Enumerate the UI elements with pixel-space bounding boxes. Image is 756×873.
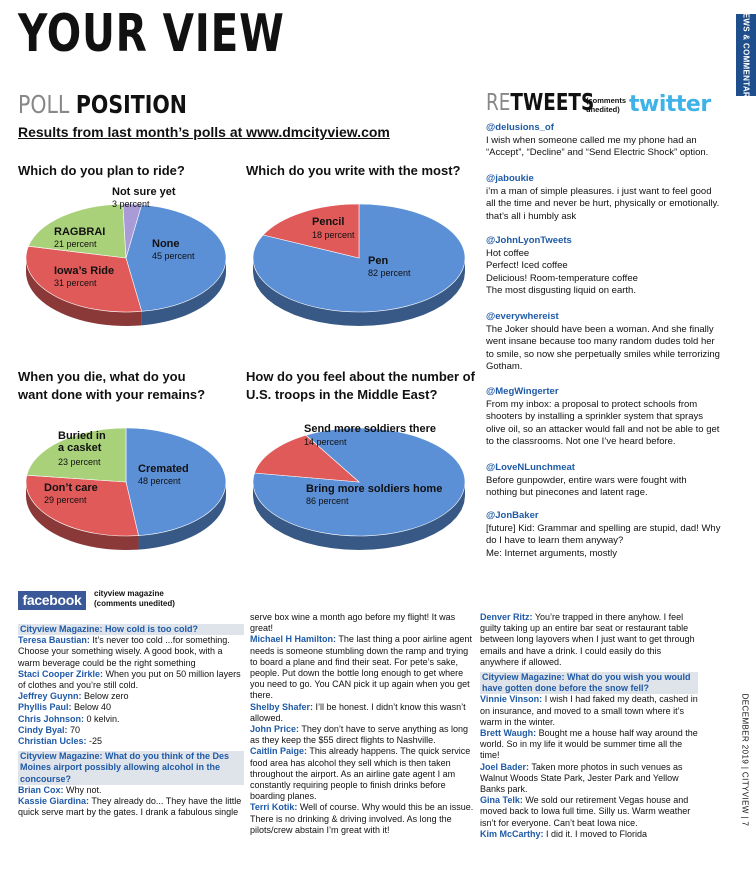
tweet-handle[interactable]: @JonBaker	[486, 510, 539, 521]
tweet-text: I wish when someone called me my phone had an	[486, 134, 697, 146]
tweet-handle[interactable]: @jaboukie	[486, 173, 534, 184]
facebook-comment	[250, 802, 476, 836]
comment-text: I’ll be honest. I didn’t know this wasn’t allowed.	[250, 701, 466, 723]
results-line: Results from last month’s polls at www.dmcityview.com	[18, 124, 390, 140]
section-tab: NEWS & COMMENTARY	[736, 14, 756, 96]
tweet-text: Before gunpowder, entire wars were fought with	[486, 474, 687, 486]
slice-value-iowas-ride: 31 percent	[54, 278, 97, 288]
slice-label-buried: Buried in a casket	[58, 430, 106, 454]
facebook-comment	[18, 691, 244, 702]
comment-text: We sold our retirement Vegas house and moved back to Iowa full time. Silly us. Warm weather isn’t for everyone. Can’t beat Iowa nice.	[480, 795, 691, 828]
tweet-text: do I have to learn them anyway?	[486, 535, 624, 546]
tweet-text: Hot coffee	[486, 247, 530, 259]
facebook-column-3	[480, 612, 698, 840]
tweet-text: From my inbox: a proposal to protect schools from	[486, 398, 698, 410]
slice-label-pen: Pen	[368, 255, 389, 267]
slice-value-ragbrai: 21 percent	[54, 239, 97, 249]
commenter-name: Brett Waugh:	[480, 728, 537, 739]
comment-text: serve box wine a month ago before my flight! It was great!	[250, 612, 456, 634]
comment-text: Bought me a house half way around the world. So in my life it would be summer time all the time!	[480, 728, 698, 761]
facebook-question: Cityview Magazine: How cold is too cold?	[18, 624, 244, 635]
tweet-text: Perfect! Iced coffee	[486, 260, 568, 271]
slice-label-pencil: Pencil	[312, 216, 345, 228]
facebook-comment	[480, 762, 698, 796]
tweet	[486, 235, 736, 298]
comment-text: Well of course. Why would this be an issue. There is no drinking & driving involved. As long the pilots/crew abstain I’m great with it!	[250, 802, 474, 835]
commenter-name: Kim McCarthy:	[480, 828, 544, 839]
commenter-name: Brian Cox:	[18, 784, 64, 795]
facebook-comment	[480, 728, 698, 762]
tweet-text: Gotham.	[486, 361, 523, 372]
facebook-question: Cityview Magazine: What do you think of the Des Moines airport possibly allowing alcohol in the concourse?	[18, 751, 244, 785]
tweet	[486, 122, 736, 160]
tweet-handle[interactable]: @MegWingerter	[486, 386, 559, 397]
poll-question-4: How do you feel about the number of U.S. troops in the Middle East?	[246, 369, 475, 402]
comment-text: It’s never too cold ...for something. Choose your something wisely. A good book, with a warm beverage could be the right something	[18, 635, 230, 668]
tweet	[486, 173, 736, 223]
facebook-comment	[18, 669, 244, 691]
slice-value-cremated: 48 percent	[138, 476, 181, 486]
facebook-column-1	[18, 620, 244, 818]
retweets-note: (comments unedited)	[586, 96, 627, 114]
slice-label-send-more: Send more soldiers there	[304, 423, 437, 435]
commenter-name: Jeffrey Guynn:	[18, 691, 82, 702]
facebook-comment	[18, 714, 244, 725]
facebook-comment	[250, 634, 476, 701]
comment-text: This already happens. The quick service food area has alcohol they sell which is then taken throughout the airport. As an airline gate agent I am constantly requiring people to finish drinks before boarding planes.	[250, 746, 471, 802]
slice-value-bring-home: 86 percent	[306, 496, 349, 506]
page-folio: DECEMBER 2019 | CITYVIEW | 7	[740, 693, 750, 827]
poll-question-2: Which do you write with the most?	[246, 163, 461, 178]
facebook-page-name: cityview magazine (comments unedited)	[94, 589, 175, 608]
slice-value-pen: 82 percent	[368, 268, 411, 278]
facebook-comment	[18, 635, 244, 669]
commenter-name: Michael H Hamilton:	[250, 634, 337, 645]
twitter-logo-icon: twitter	[629, 92, 711, 117]
tweet	[486, 510, 736, 560]
facebook-comment	[480, 694, 698, 728]
commenter-name: Staci Cooper Zirkle:	[18, 668, 104, 679]
commenter-name: Vinnie Vinson:	[480, 694, 543, 705]
facebook-comment	[18, 725, 244, 736]
page-title: YOUR VIEW	[18, 4, 285, 64]
pie-chart-ride	[18, 196, 238, 326]
tweet-text: i’m a man of simple pleasures. i just want to feel good	[486, 185, 712, 197]
tweet-handle[interactable]: @delusions_of	[486, 122, 554, 133]
tweet-text: shooters by installing a sprinkler system that sprays	[486, 411, 704, 422]
commenter-name: Denver Ritz:	[480, 612, 533, 622]
tweet-text: nothing but pinecones and latent rage.	[486, 487, 648, 498]
comment-text: 70	[67, 724, 81, 735]
facebook-comment	[250, 724, 476, 746]
commenter-name: Terri Kotik:	[250, 802, 298, 813]
facebook-comment	[250, 702, 476, 724]
tweet-text: “Accept”, “Decline” and “Send Electric Shock” option.	[486, 147, 709, 158]
slice-label-bring-home: Bring more soldiers home	[306, 483, 443, 495]
comment-text: The last thing a poor airline agent needs is someone stumbling down the ramp and trying to board a plane and find their seat. For pete’s sake, people. Put down the bottle long enough to get where you need to go. You CAN pick it up again when you get there.	[250, 634, 472, 701]
tweet-handle[interactable]: @LoveNLunchmeat	[486, 462, 575, 473]
slice-label-cremated: Cremated	[138, 463, 189, 475]
slice-label-ragbrai: RAGBRAI	[54, 226, 106, 238]
poll-question-1: Which do you plan to ride?	[18, 163, 185, 178]
comment-text: Below zero	[81, 691, 129, 702]
facebook-comment	[18, 785, 244, 796]
comment-text: When you put on 50 million layers of clothes and you’re still cold.	[18, 668, 241, 691]
slice-value-not-sure: 3 percent	[112, 199, 150, 209]
facebook-comment	[18, 736, 244, 747]
commenter-name: Kassie Giardina:	[18, 796, 90, 807]
slice-label-none: None	[152, 238, 180, 250]
slice-value-dont-care: 29 percent	[44, 495, 87, 505]
commenter-name: John Price:	[250, 724, 300, 735]
slice-value-buried: 23 percent	[58, 457, 101, 467]
commenter-name: Caitlin Paige:	[250, 746, 308, 757]
facebook-comment	[250, 746, 476, 802]
tweet-text: The Joker should have been a woman. And she finally	[486, 323, 714, 335]
comment-text: They don’t have to serve anything as long as they keep the $55 direct flights to Nashville.	[250, 724, 468, 746]
slice-value-pencil: 18 percent	[312, 230, 355, 240]
comment-text: I wish I had faked my death, cashed in on insurance, and moved to a small town where it’s warm in the winter.	[480, 694, 698, 727]
tweet-text: olive oil, so an attacker would fall and not be able to get	[486, 423, 720, 435]
slice-value-send-more: 14 percent	[304, 437, 347, 447]
facebook-question: Cityview Magazine: What do you wish you would have gotten done before the snow fell?	[480, 672, 698, 694]
tweet-text: Delicious! Room-temperature coffee	[486, 272, 638, 284]
comment-text: I did it. I moved to Florida	[543, 828, 648, 839]
tweet	[486, 386, 736, 449]
facebook-comment	[250, 612, 476, 634]
tweet-text: all the time and never be hurt, physically or emotionally.	[486, 198, 720, 209]
commenter-name: Cindy Byal:	[18, 724, 68, 735]
pie-chart-write	[246, 196, 476, 326]
facebook-comment	[480, 829, 698, 840]
tweet-handle[interactable]: @everywhereist	[486, 311, 559, 322]
tweet-text: [future] Kid: Grammar and spelling are stupid, dad! Why	[486, 522, 721, 534]
tweet	[486, 311, 736, 374]
comment-text: Taken more photos in such venues as Walnut Woods State Park, Jester Park and Yellow Banks park.	[480, 761, 683, 795]
tweet	[486, 462, 736, 500]
commenter-name: Christian Ucles:	[18, 736, 87, 747]
retweets-heading: RETWEETS	[486, 90, 595, 116]
comment-text: -25	[86, 736, 103, 747]
poll-heading: POLL POSITION	[18, 90, 187, 119]
comment-text: Why not.	[63, 784, 102, 795]
comment-text: They already do... They have the little quick serve mart by the gates. I drank a fabulous single	[18, 796, 242, 818]
commenter-name: Phyllis Paul:	[18, 702, 72, 713]
comment-text: 0 kelvin.	[84, 713, 120, 724]
commenter-name: Gina Telk:	[480, 795, 523, 806]
comment-text: Below 40	[71, 702, 112, 713]
tweet-text: went insane because too many random dudes told her	[486, 336, 715, 347]
tweet-handle[interactable]: @JohnLyonTweets	[486, 235, 572, 246]
slice-label-not-sure: Not sure yet	[112, 186, 176, 198]
slice-label-dont-care: Don’t care	[44, 482, 98, 494]
poll-question-3: When you die, what do you want done with your remains?	[18, 369, 206, 402]
commenter-name: Teresa Baustian:	[18, 635, 90, 646]
facebook-comment	[480, 795, 698, 829]
tweet-text: The most disgusting liquid on earth.	[486, 285, 636, 296]
commenter-name: Chris Johnson:	[18, 713, 85, 724]
tweet-text: to the classrooms. Not one I’ve heard before.	[486, 436, 676, 447]
commenter-name: Shelby Shafer:	[250, 701, 314, 712]
comment-text: You’re trapped in there anyhow. I feel guilty taking up an entire bar seat or restaurant table between long layovers when I just want to get through emails and have a drink. I could easily do this anywhere if allowed.	[480, 612, 695, 667]
slice-value-none: 45 percent	[152, 251, 195, 261]
slice-label-iowas-ride: Iowa’s Ride	[54, 265, 115, 277]
facebook-comment	[480, 612, 698, 668]
tweet-text: Me: Internet arguments, mostly	[486, 547, 617, 559]
commenter-name: Joel Bader:	[480, 761, 530, 772]
facebook-column-2	[250, 612, 476, 836]
facebook-logo-icon: facebook	[18, 591, 86, 610]
facebook-comment	[18, 796, 244, 818]
tweet-text: that’s all i humbly ask	[486, 210, 577, 222]
tweet-text: to smile, so now she perpetually smiles while terrorizing	[486, 348, 720, 360]
facebook-comment	[18, 702, 244, 713]
